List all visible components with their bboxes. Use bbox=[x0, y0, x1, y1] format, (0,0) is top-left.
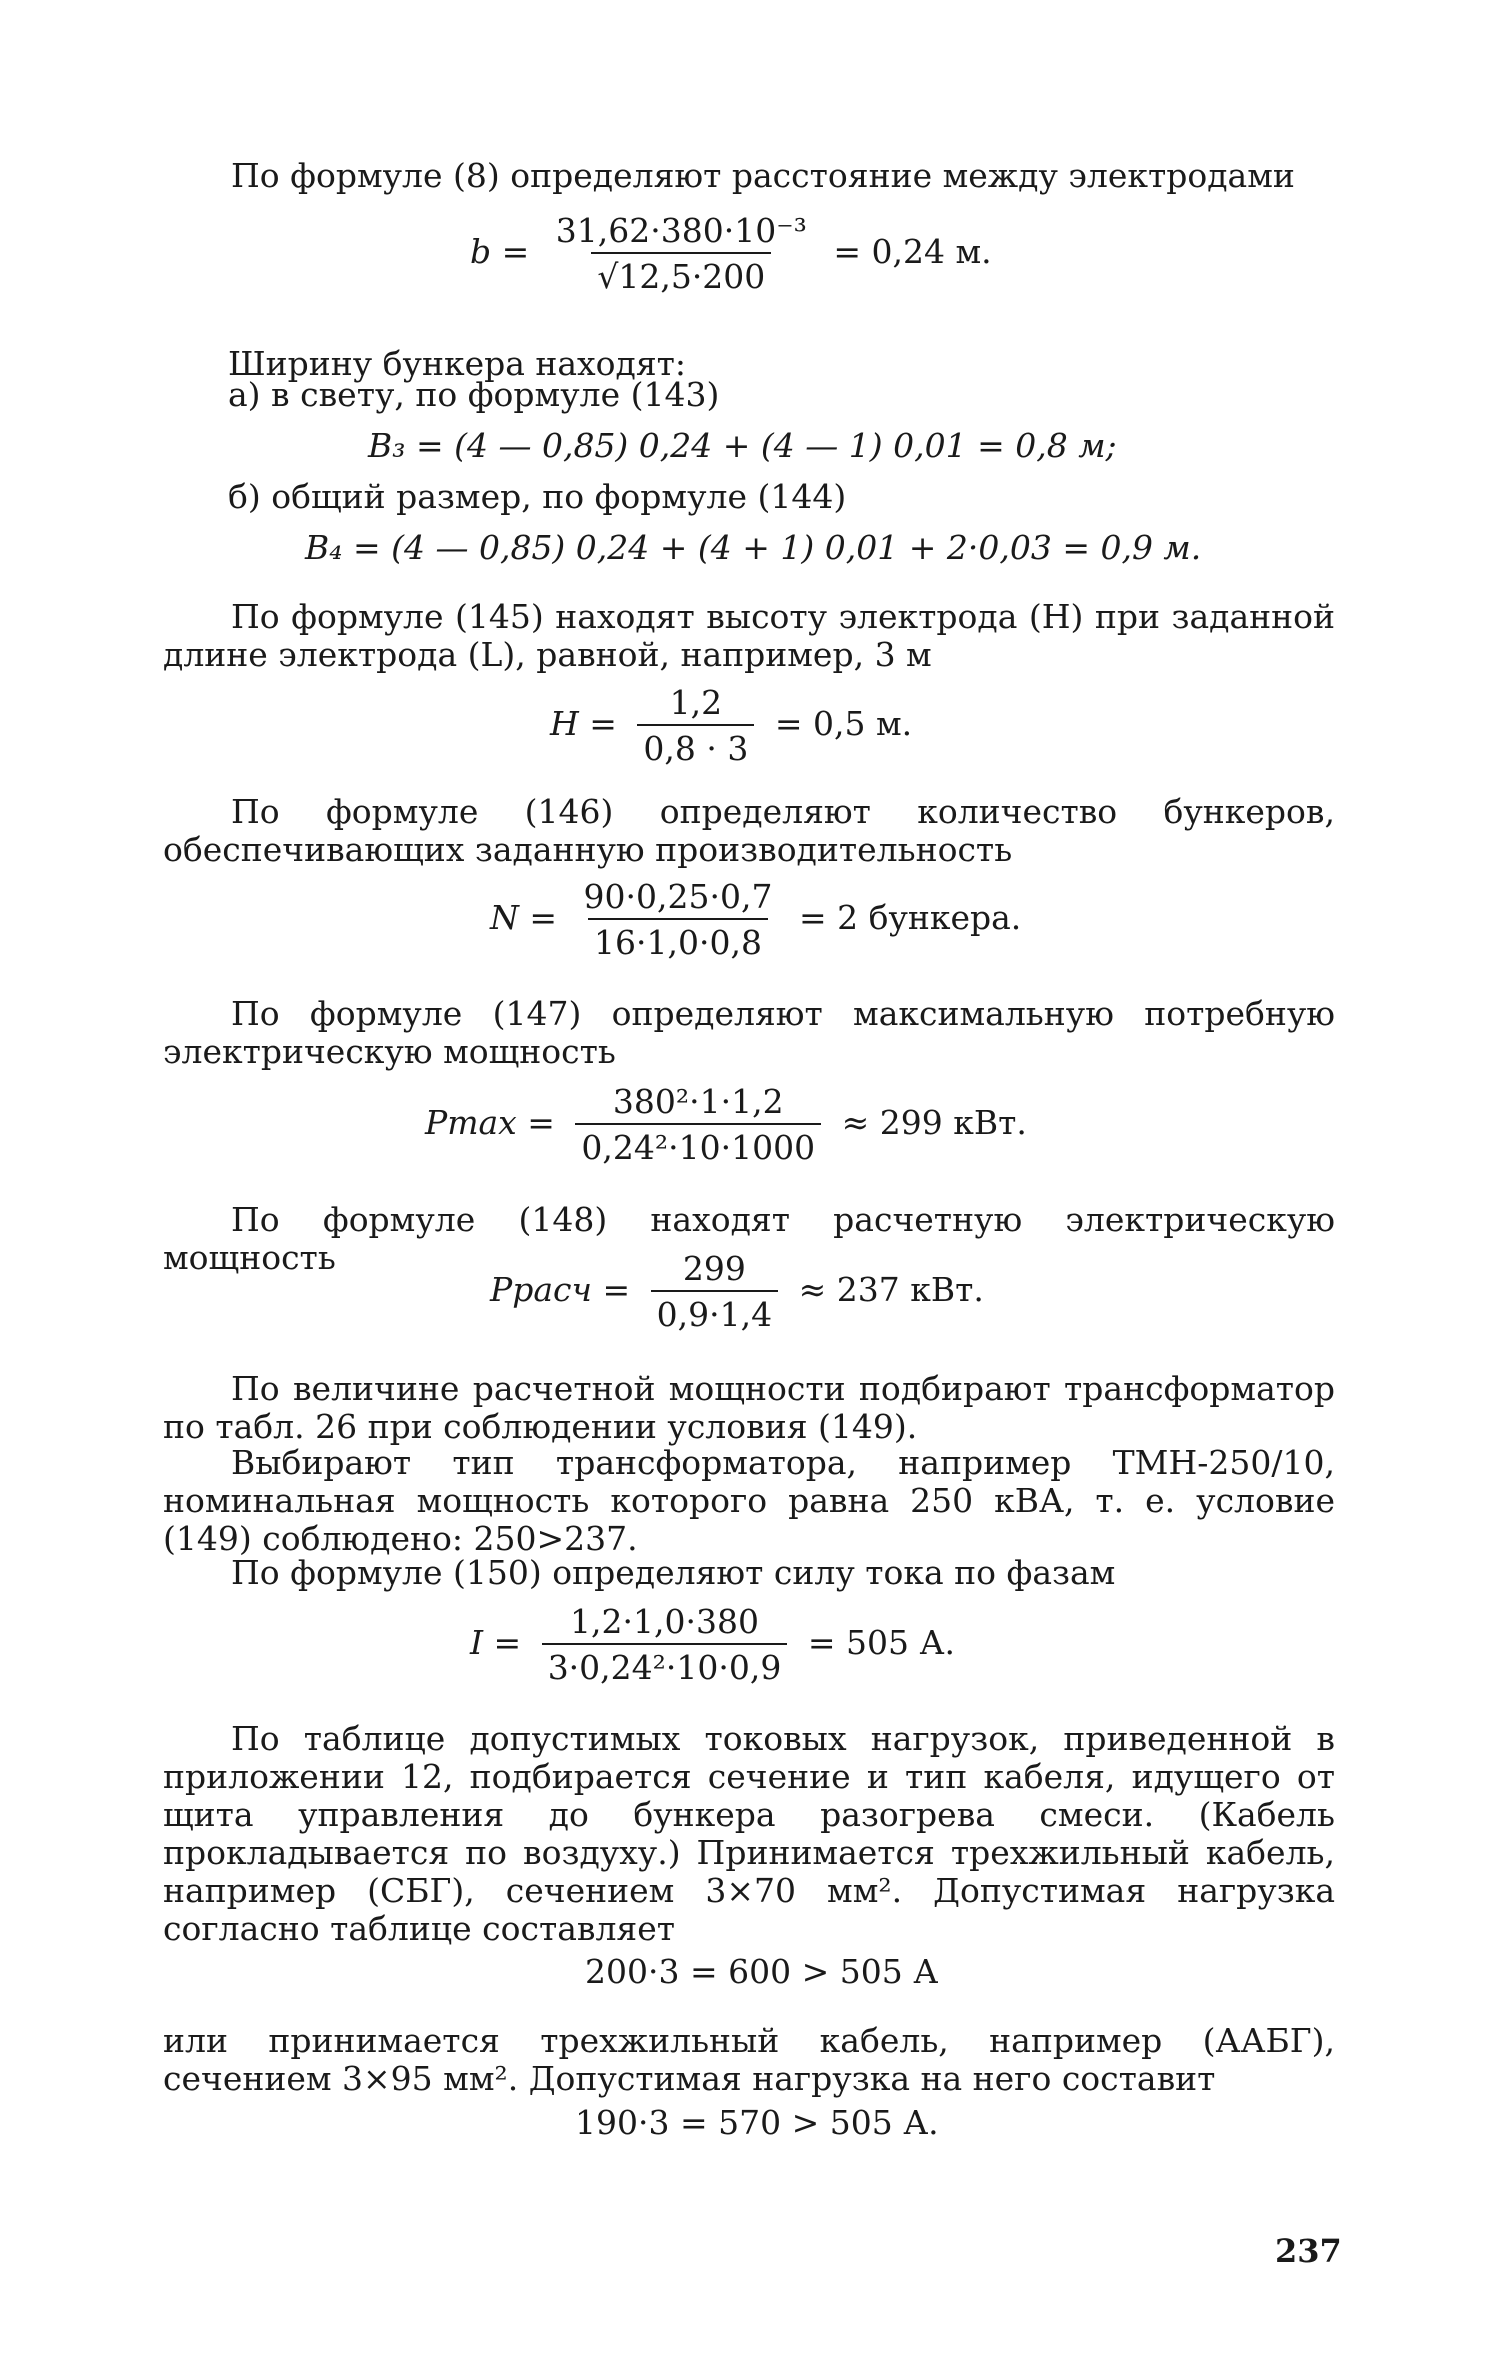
formula-h bbox=[550, 684, 912, 768]
formula-result: ≈ 299 кВт. bbox=[841, 1103, 1027, 1142]
paragraph-cable-alternative: или принимается трехжильный кабель, например (ААБГ), сечением 3×95 мм². Допустимая нагрузка на него составит bbox=[163, 2021, 1335, 2098]
paragraph-max-power: По формуле (147) определяют максимальную потребную электрическую мощность bbox=[163, 994, 1335, 1071]
list-item-a: а) в свету, по формуле (143) bbox=[228, 375, 720, 414]
numerator: 90·0,25·0,7 bbox=[583, 877, 773, 916]
formula-600: 200·3 = 600 > 505 А bbox=[585, 1952, 939, 1991]
denominator: 16·1,0·0,8 bbox=[588, 918, 768, 962]
numerator: 31,62·380·10⁻³ bbox=[555, 211, 807, 250]
denominator: 0,24²·10·1000 bbox=[575, 1123, 821, 1167]
formula-b3: B₃ = (4 — 0,85) 0,24 + (4 — 1) 0,01 = 0,8 м; bbox=[368, 426, 1117, 465]
formula-result: = 2 бункера. bbox=[798, 898, 1022, 937]
denominator: 3·0,24²·10·0,9 bbox=[542, 1643, 788, 1687]
formula-result: = 505 А. bbox=[807, 1623, 955, 1662]
formula-lhs: I = bbox=[470, 1623, 522, 1662]
paragraph-transformer-selection: По величине расчетной мощности подбирают трансформатор по табл. 26 при соблюдении условия (149). bbox=[163, 1369, 1335, 1446]
paragraph-design-power: По формуле (148) находят расчетную электрическую мощность bbox=[163, 1200, 1335, 1277]
fraction bbox=[637, 684, 754, 768]
formula-570: 190·3 = 570 > 505 А. bbox=[575, 2103, 939, 2142]
numerator: 1,2·1,0·380 bbox=[570, 1602, 759, 1641]
formula-result: = 0,5 м. bbox=[774, 704, 913, 743]
formula-n bbox=[490, 878, 1021, 962]
formula-i bbox=[470, 1603, 955, 1687]
paragraph-transformer-type: Выбирают тип трансформатора, например ТМН-250/10, номинальная мощность которого равна 250 кВА, т. е. условие (149) соблюдено: 250>237. bbox=[163, 1443, 1335, 1558]
list-item-b: б) общий размер, по формуле (144) bbox=[228, 477, 847, 516]
denominator: √12,5·200 bbox=[591, 252, 771, 296]
formula-b bbox=[470, 212, 992, 296]
fraction bbox=[542, 1603, 788, 1687]
paragraph-electrode-spacing: По формуле (8) определяют расстояние между электродами bbox=[231, 156, 1295, 195]
formula-lhs: Pрасч = bbox=[490, 1270, 631, 1309]
fraction bbox=[651, 1250, 778, 1334]
formula-prasch bbox=[490, 1250, 984, 1334]
formula-result: = 0,24 м. bbox=[833, 232, 992, 271]
paragraph-bunker-width: Ширину бункера находят: bbox=[228, 344, 687, 383]
denominator: 0,8 · 3 bbox=[637, 724, 754, 768]
numerator: 299 bbox=[682, 1249, 746, 1288]
formula-result: ≈ 237 кВт. bbox=[798, 1270, 984, 1309]
denominator: 0,9·1,4 bbox=[651, 1290, 778, 1334]
formula-lhs: Pmax = bbox=[425, 1103, 555, 1142]
numerator: 1,2 bbox=[669, 683, 723, 722]
numerator: 380²·1·1,2 bbox=[612, 1082, 784, 1121]
formula-lhs: b = bbox=[470, 232, 530, 271]
paragraph-cable-selection: По таблице допустимых токовых нагрузок, приведенной в приложении 12, подбирается сечение и тип кабеля, идущего от щита управления до бункера разогрева смеси. (Кабель прокладывается по воздуху.) Принимается трехжильный кабель, например (СБГ), сечением 3×70 мм². Допустимая нагрузка согласно таблице составляет bbox=[163, 1719, 1335, 1948]
fraction bbox=[575, 1083, 821, 1167]
paragraph-electrode-height: По формуле (145) находят высоту электрода (H) при заданной длине электрода (L), равной, например, 3 м bbox=[163, 597, 1335, 674]
paragraph-phase-current: По формуле (150) определяют силу тока по фазам bbox=[231, 1553, 1116, 1592]
fraction bbox=[578, 878, 779, 962]
formula-lhs: N = bbox=[490, 898, 558, 937]
fraction bbox=[550, 212, 813, 296]
paragraph-bunker-count: По формуле (146) определяют количество бункеров, обеспечивающих заданную производительность bbox=[163, 792, 1335, 869]
formula-lhs: H = bbox=[550, 704, 617, 743]
page-number: 237 bbox=[1275, 2232, 1342, 2270]
formula-pmax bbox=[425, 1083, 1027, 1167]
formula-b4: B₄ = (4 — 0,85) 0,24 + (4 + 1) 0,01 + 2·0,03 = 0,9 м. bbox=[305, 528, 1202, 567]
